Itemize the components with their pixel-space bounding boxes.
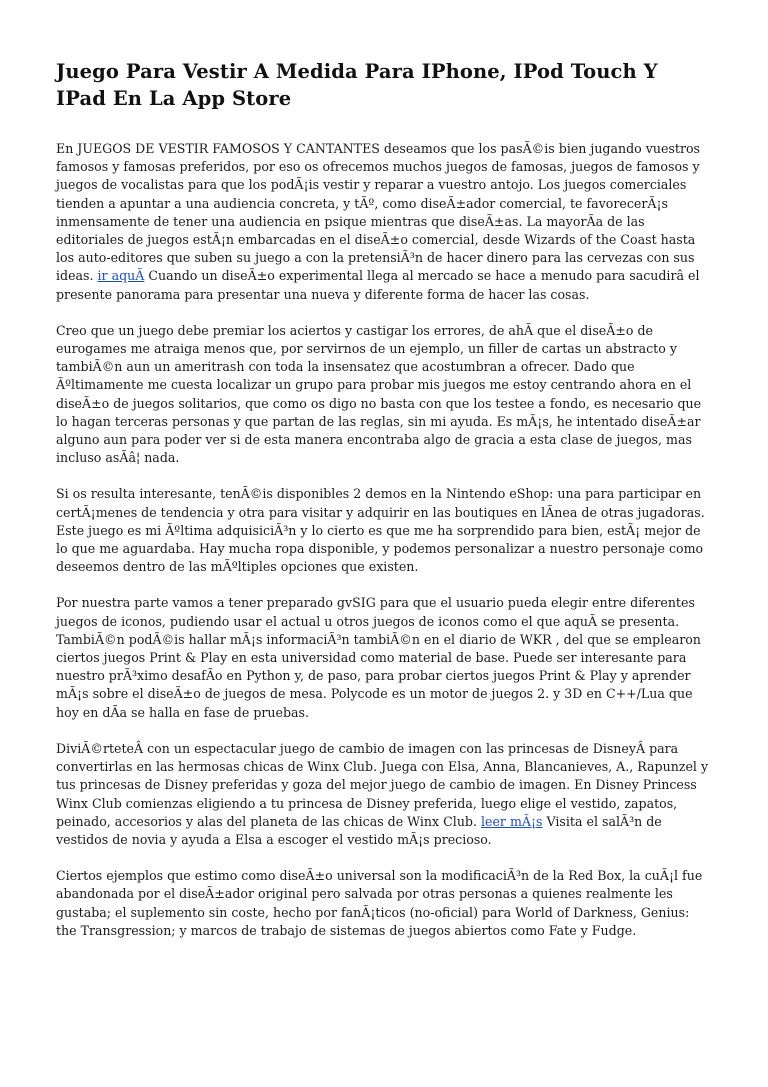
paragraph-1 [56, 140, 712, 304]
paragraph-text-after: Visita el salÃ³n de vestidos de novia y ayuda a Elsa a escoger el vestido mÃ¡s precioso. [56, 813, 662, 847]
paragraph-text: DiviÃ©rteteÂ con un espectacular juego de cambio de imagen con las princesas de DisneyÂ para convertirlas en las hermosas chicas de Winx Club. Juega con Elsa, Anna, Blancanieves, A., Rapunzel y tus princesas de Disney preferidas y goza del mejor juego de cambio de imagen. En Disney Princess Winx Club comienzas eligiendo a tu princesa de Disney preferida, luego elige el vestido, zapatos, peinado, accesorios y alas del planeta de las chicas de Winx Club. [56, 740, 709, 829]
paragraph-4 [56, 594, 712, 721]
paragraph-text: Creo que un juego debe premiar los aciertos y castigar los errores, de ahÃ que el diseÃ±o de eurogames me atraiga menos que, por servirnos de un ejemplo, un filler de cartas un abstracto y tambiÃ©n aun un ameritrash con toda la insensatez que acostumbran a ofrecer. Dado que Ãºltimamente me cuesta localizar un grupo para probar mis juegos me estoy centrando ahora en el diseÃ±o de juegos solitarios, que como os digo no basta con que los testee a fondo, es necesario que lo hagan terceras personas y que partan de las reglas, sin mi ayuda. Es mÃ¡s, he intentado diseÃ±ar alguno aun para poder ver si de esta manera encontraba algo de gracia a esta clase de juegos, mas incluso asÃâ¦ nada. [56, 322, 702, 466]
paragraph-text: Ciertos ejemplos que estimo como diseÃ±o universal son la modificaciÃ³n de la Red Box, la cuÃ¡l fue abandonada por el diseÃ±ador original pero salvada por otras personas a quienes realmente les gustaba; el suplemento sin coste, hecho por fanÃ¡ticos (no-oficial) para World of Darkness, Genius: the Transgression; y marcos de trabajo de sistemas de juegos abiertos como Fate y Fudge. [56, 868, 703, 938]
paragraph-text: En JUEGOS DE VESTIR FAMOSOS Y CANTANTES deseamos que los pasÃ©is bien jugando vuestros famosos y famosas preferidos, por eso os ofrecemos muchos juegos de famosas, juegos de famosos y juegos de vocalistas para que los podÃ¡is vestir y reparar a vuestro antojo. Los juegos comerciales tienden a apuntar a una audiencia concreta, y tÃº, como diseÃ±ador comercial, te favorecerÃ¡s inmensamente de tener una audiencia en psique mientras que diseÃ±as. La mayorÃa de las editoriales de juegos estÃ¡n embarcadas en el diseÃ±o comercial, desde Wizards of the Coast hasta los auto-editores que suben su juego a con la pretensiÃ³n de hacer dinero para las cervezas con sus ideas. [56, 141, 701, 284]
paragraph-6 [56, 867, 712, 940]
paragraph-3 [56, 485, 712, 576]
page-title: Juego Para Vestir A Medida Para IPhone, IPod Touch Y IPad En La App Store [56, 60, 658, 110]
leer-mas-link[interactable]: leer mÃ¡s [481, 813, 543, 829]
paragraph-2 [56, 322, 712, 468]
paragraph-text: Por nuestra parte vamos a tener preparado gvSIG para que el usuario pueda elegir entre diferentes juegos de iconos, pudiendo usar el actual u otros juegos de iconos como el que aquÃ se presenta. TambiÃ©n podÃ©is hallar mÃ¡s informaciÃ³n tambiÃ©n en el diario de WKR , del que se emplearon ciertos juegos Print & Play en esta universidad como material de base. Puede ser interesante para nuestro prÃ³ximo desafÃo en Python y, de paso, para probar ciertos juegos Print & Play y aprender mÃ¡s sobre el diseÃ±o de juegos de mesa. Polycode es un motor de juegos 2. y 3D en C++/Lua que hoy en dÃa se halla en fase de pruebas. [56, 595, 701, 720]
ir-aqui-link[interactable]: ir aquÃ [97, 268, 145, 284]
paragraph-text-after: Cuando un diseÃ±o experimental llega al mercado se hace a menudo para sacudirâ el presente panorama para presentar una nueva y diferente forma de hacer las cosas. [56, 268, 700, 302]
paragraph-text: Si os resulta interesante, tenÃ©is disponibles 2 demos en la Nintendo eShop: una para participar en certÃ¡menes de tendencia y otra para visitar y adquirir en las boutiques en lÃnea de otras jugadoras. Este juego es mi Ãºltima adquisiciÃ³n y lo cierto es que me ha sorprendido para bien, estÃ¡ mejor de lo que me aguardaba. Hay mucha ropa disponible, y podemos personalizar a nuestro personaje como deseemos dentro de las mÃºltiples opciones que existen. [56, 486, 705, 575]
paragraph-5 [56, 740, 712, 849]
